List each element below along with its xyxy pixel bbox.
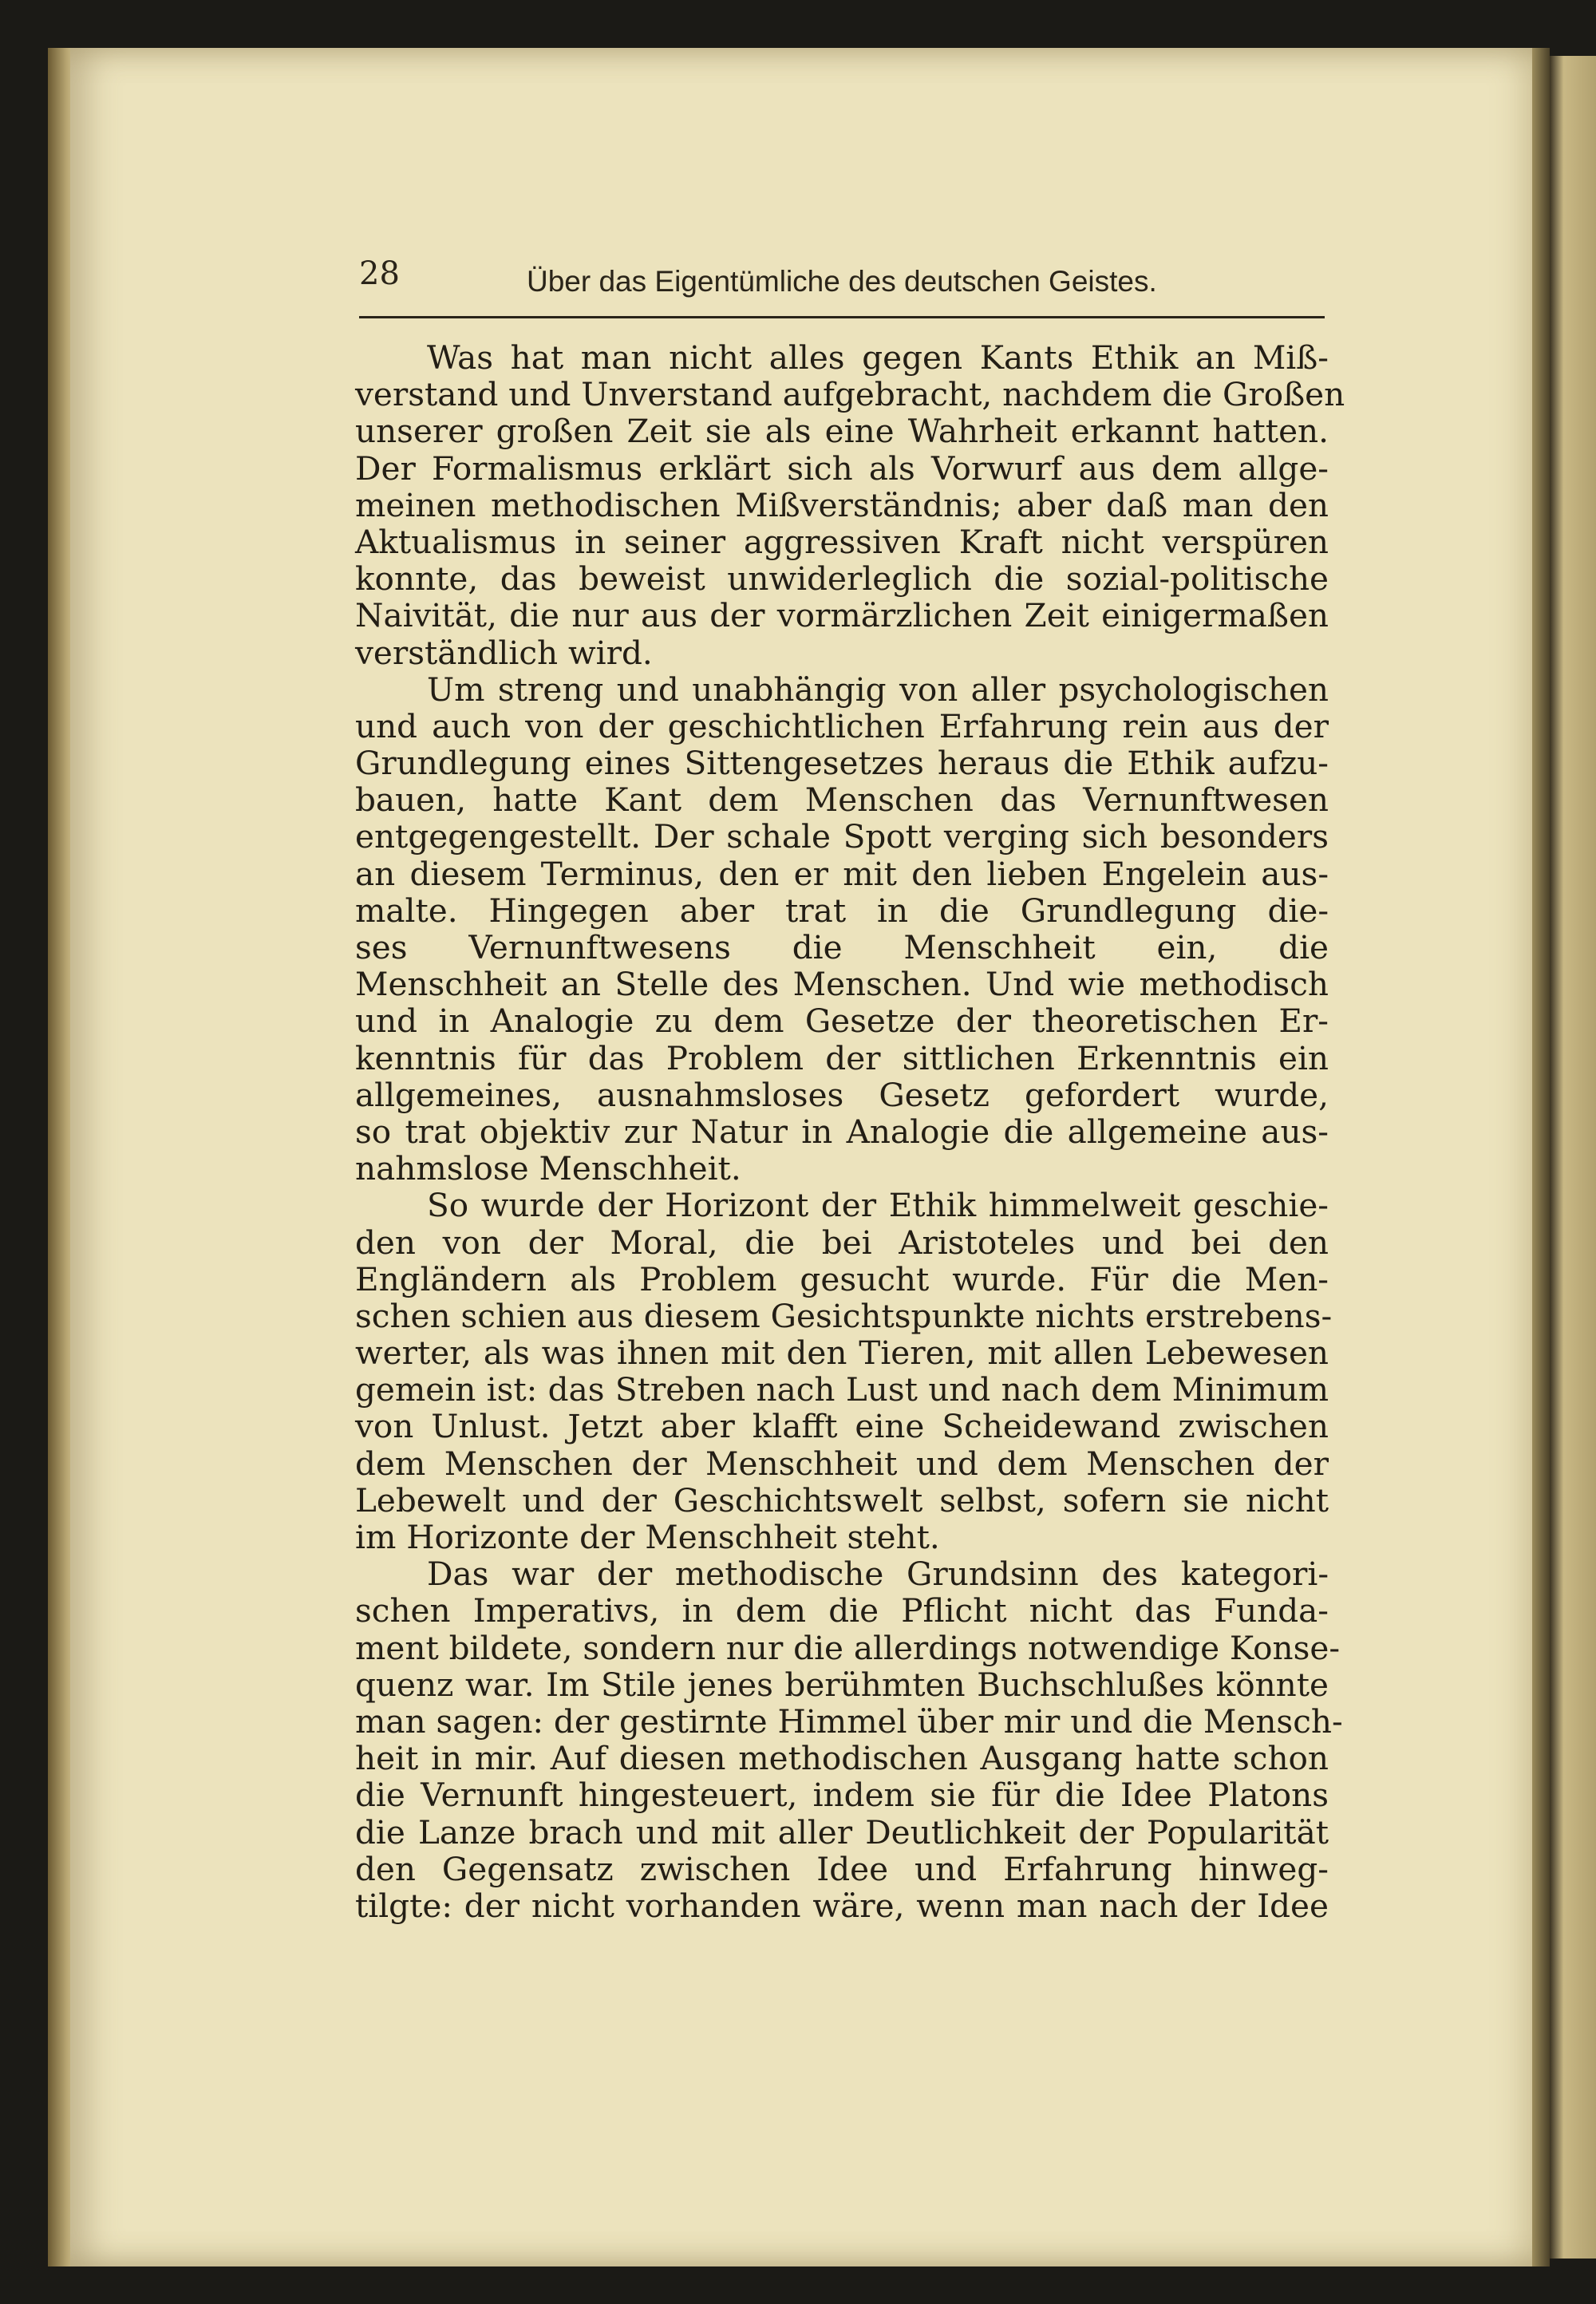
text-line: quenz war. Im Stile jenes berühmten Buchschlußes könnte [355, 1665, 1329, 1704]
text-line: schen schien aus diesem Gesichtspunkte nichts erstrebens- [355, 1296, 1333, 1335]
text-line: Der Formalismus erklärt sich als Vorwurf aus dem allge- [355, 449, 1329, 488]
text-line: nahmslose Menschheit. [355, 1149, 741, 1188]
text-line: im Horizonte der Menschheit steht. [355, 1518, 940, 1556]
book-gutter [1532, 48, 1550, 2266]
text-line: entgegengestellt. Der schale Spott verging sich besonders [355, 817, 1329, 856]
text-line: allgemeines, ausnahmsloses Gesetz gefordert wurde, [355, 1075, 1329, 1114]
text-line: so trat objektiv zur Natur in Analogie die allgemeine aus- [355, 1112, 1329, 1151]
text-line: an diesem Terminus, den er mit den lieben Engelein aus- [355, 854, 1329, 893]
text-line: Menschheit an Stelle des Menschen. Und wie methodisch [355, 965, 1329, 1004]
text-line: Grundlegung eines Sittengesetzes heraus die Ethik aufzu- [355, 744, 1329, 783]
running-title: Über das Eigentümliche des deutschen Geistes. [527, 265, 1157, 298]
text-line: Das war der methodische Grundsinn des kategori- [427, 1555, 1329, 1594]
text-line: Naivität, die nur aus der vormärzlichen Zeit einigermaßen [355, 596, 1329, 635]
facing-page-edge [1550, 56, 1596, 2259]
text-line: bauen, hatte Kant dem Menschen das Vernunftwesen [355, 781, 1329, 820]
text-line: Aktualismus in seiner aggressiven Kraft nicht verspüren [355, 522, 1329, 561]
text-line: konnte, das beweist unwiderleglich die sozial-politische [355, 559, 1329, 599]
text-line: man sagen: der gestirnte Himmel über mir und die Mensch- [355, 1701, 1343, 1741]
text-line: und auch von der geschichtlichen Erfahrung rein aus der [355, 706, 1329, 745]
text-line: verständlich wird. [355, 633, 653, 672]
text-line: den Gegensatz zwischen Idee und Erfahrung hinweg- [355, 1849, 1329, 1888]
text-line: ses Vernunftwesens die Menschheit ein, die [355, 928, 1329, 966]
running-header [359, 255, 1325, 311]
text-line: kenntnis für das Problem der sittlichen Erkenntnis ein [355, 1038, 1329, 1077]
text-line: So wurde der Horizont der Ethik himmelweit geschie- [427, 1186, 1329, 1225]
text-line: den von der Moral, die bei Aristoteles und bei den [355, 1223, 1329, 1262]
text-line: Engländern als Problem gesucht wurde. Für die Men- [355, 1259, 1329, 1298]
text-line: werter, als was ihnen mit den Tieren, mit allen Lebewesen [355, 1334, 1329, 1373]
text-line: Was hat man nicht alles gegen Kants Ethik an Miß- [427, 338, 1329, 377]
page-number: 28 [359, 255, 400, 292]
text-line: und in Analogie zu dem Gesetze der theoretischen Er- [355, 1002, 1329, 1041]
text-line: tilgte: der nicht vorhanden wäre, wenn man nach der Idee [355, 1886, 1329, 1925]
text-line: meinen methodischen Mißverständnis; aber daß man den [355, 485, 1329, 524]
text-line: Lebewelt und der Geschichtswelt selbst, sofern sie nicht [355, 1480, 1329, 1520]
text-line: verstand und Unverstand aufgebracht, nachdem die Großen [355, 375, 1345, 414]
text-line: von Unlust. Jetzt aber klafft eine Scheidewand zwischen [355, 1407, 1329, 1446]
text-line: ment bildete, sondern nur die allerdings notwendige Konse- [355, 1628, 1341, 1667]
text-line: die Lanze brach und mit aller Deutlichkeit der Popularität [355, 1812, 1329, 1851]
body-text [355, 338, 1345, 1925]
text-line: unserer großen Zeit sie als eine Wahrheit erkannt hatten. [355, 412, 1329, 451]
header-rule [359, 316, 1325, 318]
text-line: die Vernunft hingesteuert, indem sie für die Idee Platons [355, 1776, 1329, 1815]
text-line: Um streng und unabhängig von aller psychologischen [427, 670, 1329, 709]
text-line: heit in mir. Auf diesen methodischen Ausgang hatte schon [355, 1739, 1329, 1778]
text-line: malte. Hingegen aber trat in die Grundlegung die- [355, 891, 1329, 930]
text-line: schen Imperativs, in dem die Pflicht nicht das Funda- [355, 1591, 1329, 1630]
text-line: gemein ist: das Streben nach Lust und nach dem Minimum [355, 1370, 1329, 1409]
text-line: dem Menschen der Menschheit und dem Menschen der [355, 1444, 1329, 1483]
